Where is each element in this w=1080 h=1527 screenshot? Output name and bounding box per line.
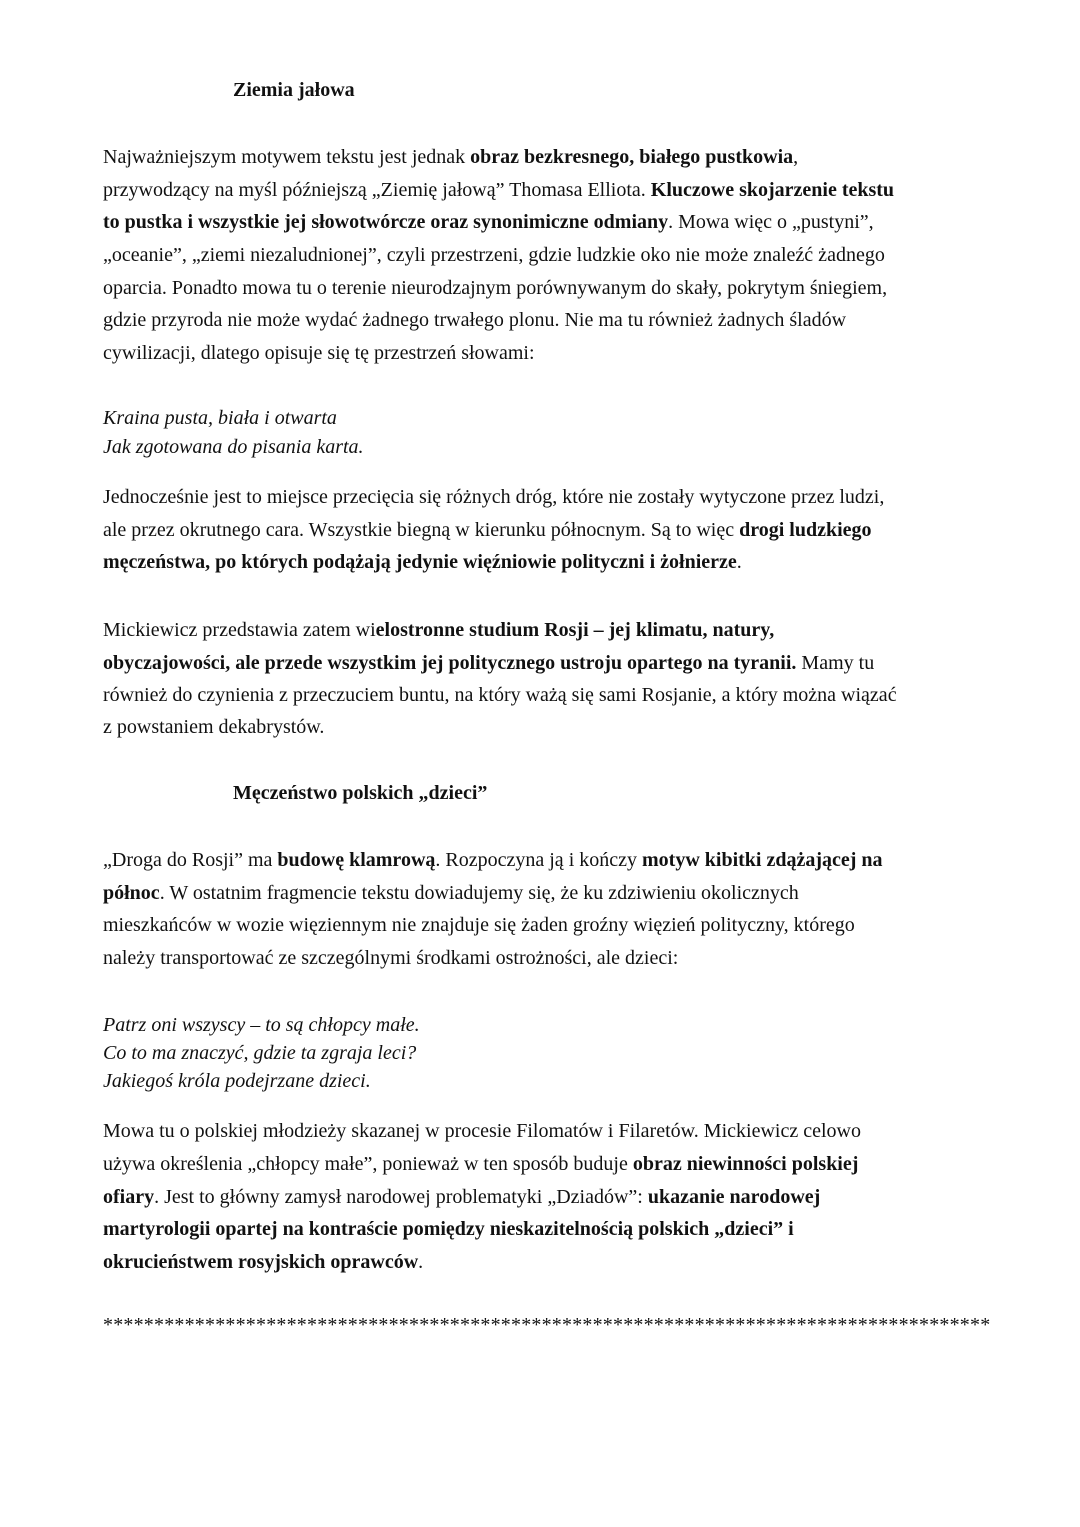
paragraph-line [103,275,887,301]
text: Mamy tu [796,652,875,674]
text: . [418,1251,424,1273]
bold-text: martyrologii opartej na kontraście pomiędzy nieskazitelnością polskich „dzieci” i [103,1218,794,1240]
section-heading [233,77,355,103]
text: przywodzący na myśl późniejszą „Ziemię jałową” Thomasa Elliota. [103,179,651,201]
section-heading [233,780,487,806]
bold-text: Ziemia jałowa [233,79,355,101]
paragraph-line [103,209,874,235]
paragraph-line [103,912,855,938]
text: „Droga do Rosji” ma [103,849,278,871]
text: „oceanie”, „ziemi niezaludnionej”, czyli przestrzeni, gdzie ludzkie oko nie może znaleźć żadnego [103,244,885,266]
bold-text: motyw kibitki zdążającej na [642,849,883,871]
separator-line [103,1312,990,1338]
paragraph-line [103,1184,820,1210]
paragraph-line [103,880,799,906]
text: Jak zgotowana do pisania karta. [103,436,364,458]
bold-text: budowę klamrową [277,849,436,871]
paragraph-line [103,617,774,643]
paragraph-line [103,549,742,575]
poem-line [103,434,364,460]
poem-line [103,1012,420,1038]
bold-text: północ [103,882,160,904]
text: ale przez okrutnego cara. Wszystkie biegną w kierunku północnym. Są to więc [103,519,740,541]
text: , [793,146,799,168]
bold-text: to pustka i wszystkie jej słowotwórcze oraz synonimiczne odmiany [103,211,669,233]
text: Patrz oni wszyscy – to są chłopcy małe. [103,1014,420,1036]
paragraph-line [103,340,535,366]
text: mieszkańców w wozie więziennym nie znajduje się żaden groźny więzień polityczny, którego [103,914,855,936]
text: gdzie przyroda nie może wydać żadnego trwałego plonu. Nie ma tu również żadnych śladów [103,309,847,331]
paragraph-line [103,1249,423,1275]
bold-text: ukazanie narodowej [647,1186,821,1208]
text: Najważniejszym motywem tekstu jest jednak [103,146,471,168]
paragraph-line [103,307,846,333]
text: cywilizacji, dlatego opisuje się tę przestrzeń słowami: [103,342,535,364]
poem-line [103,1068,371,1094]
paragraph-line [103,847,883,873]
text: Mickiewicz przedstawia zatem wi [103,619,376,641]
poem-line [103,405,337,431]
paragraph-line [103,242,885,268]
paragraph-line [103,517,872,543]
text: . Mowa więc o „pustyni”, [668,211,874,233]
paragraph-line [103,714,324,740]
text: używa określenia „chłopcy małe”, ponieważ w ten sposób buduje [103,1153,633,1175]
bold-text: Męczeństwo polskich „dzieci” [233,782,488,804]
text: *************************************************************************************** [103,1314,991,1336]
text: Co to ma znaczyć, gdzie ta zgraja leci? [103,1042,417,1064]
text: Kraina pusta, biała i otwarta [103,407,337,429]
text: oparcia. Ponadto mowa tu o terenie nieurodzajnym porównywanym do skały, pokrytym śniegiem, [103,277,888,299]
paragraph-line [103,177,894,203]
bold-text: okrucieństwem rosyjskich oprawców [103,1251,419,1273]
bold-text: obyczajowości, ale przede wszystkim jej politycznego ustroju opartego na tyranii. [103,652,797,674]
text: . W ostatnim fragmencie tekstu dowiadujemy się, że ku zdziwieniu okolicznych [159,882,799,904]
paragraph-line [103,682,897,708]
paragraph-line [103,484,884,510]
bold-text: drogi ludzkiego [739,519,872,541]
paragraph-line [103,144,798,170]
paragraph-line [103,1151,858,1177]
text: Jakiegoś króla podejrzane dzieci. [103,1070,371,1092]
text: Mowa tu o polskiej młodzieży skazanej w procesie Filomatów i Filaretów. Mickiewicz celowo [103,1120,861,1142]
paragraph-line [103,1216,794,1242]
paragraph-line [103,945,678,971]
poem-line [103,1040,416,1066]
bold-text: elostronne studium Rosji – jej klimatu, natury, [375,619,775,641]
text: . [736,551,742,573]
text: . Rozpoczyna ją i kończy [435,849,642,871]
bold-text: obraz bezkresnego, białego pustkowia [470,146,794,168]
paragraph-line [103,650,874,676]
paragraph-line [103,1118,861,1144]
bold-text: ofiary [103,1186,155,1208]
bold-text: Kluczowe skojarzenie tekstu [650,179,895,201]
text: . Jest to główny zamysł narodowej problematyki „Dziadów”: [154,1186,648,1208]
text: należy transportować ze szczególnymi środkami ostrożności, ale dzieci: [103,947,679,969]
bold-text: męczeństwa, po których podążają jedynie więźniowie polityczni i żołnierze [103,551,737,573]
text: z powstaniem dekabrystów. [103,716,325,738]
text: również do czynienia z przeczuciem buntu, na który ważą się sami Rosjanie, a który można wiązać [103,684,897,706]
text: Jednocześnie jest to miejsce przecięcia się różnych dróg, które nie zostały wytyczone przez ludzi, [103,486,885,508]
bold-text: obraz niewinności polskiej [632,1153,859,1175]
